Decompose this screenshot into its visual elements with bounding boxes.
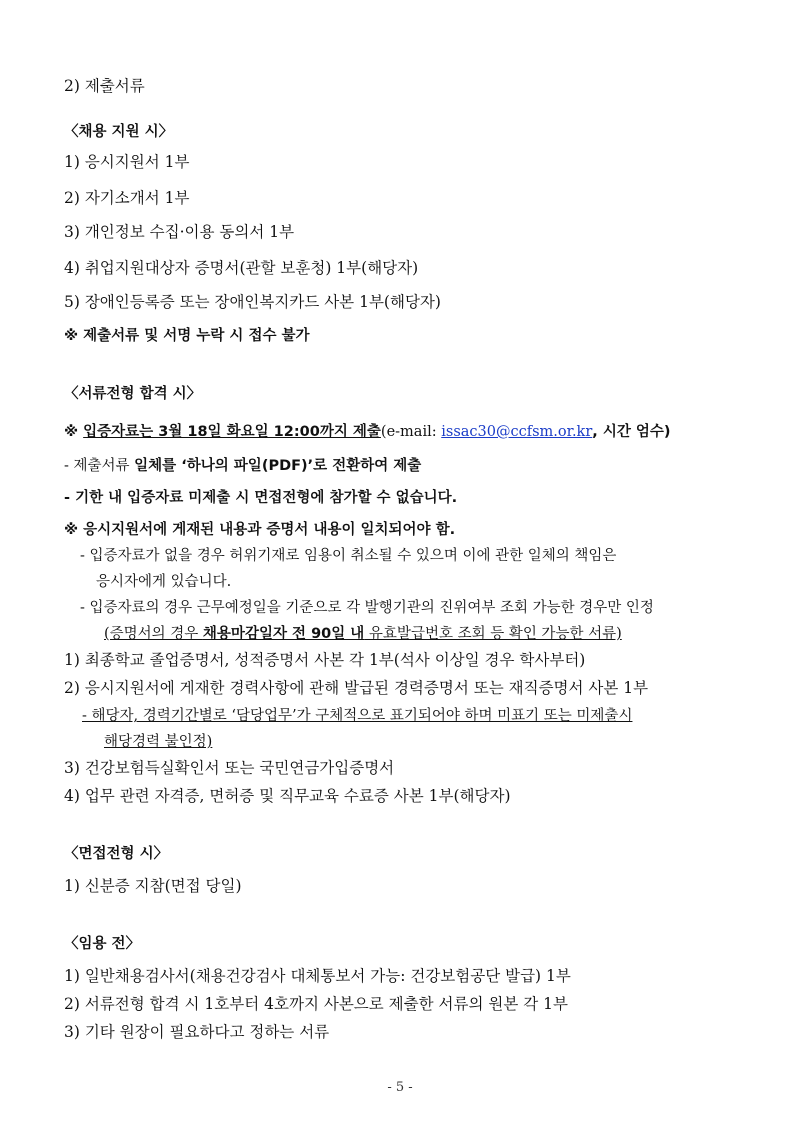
interview-heading: 〈면접전형 시〉 [64, 846, 169, 862]
apply-note: ※ 제출서류 및 서명 누락 시 접수 불가 [64, 328, 310, 344]
before-item-2: 2) 서류전형 합격 시 1호부터 4호까지 사본으로 제출한 서류의 원본 각 1부 [64, 995, 568, 1013]
pdf-bold: 일체를 ‘하나의 파일(PDF)’로 전환하여 제출 [134, 458, 422, 474]
apply-item-2: 2) 자기소개서 1부 [64, 189, 190, 207]
docpass-heading: 〈서류전형 합격 시〉 [64, 386, 202, 402]
bullet1-line2: 응시자에게 있습니다. [96, 574, 232, 590]
apply-item-1: 1) 응시지원서 1부 [64, 153, 190, 171]
page-number: - 5 - [387, 1080, 413, 1095]
bullet1-line1: - 입증자료가 없을 경우 허위기재로 임용이 취소될 수 있으며 이에 관한 일체의 책임은 [80, 548, 617, 564]
bullet2-line1: - 입증자료의 경우 근무예정일을 기준으로 각 발행기관의 진위여부 조회 가능한 경우만 인정 [80, 600, 654, 616]
pdf-instruction [64, 456, 421, 476]
deadline-warning: - 기한 내 입증자료 미제출 시 면접전형에 참가할 수 없습니다. [64, 490, 458, 506]
section-heading: 2) 제출서류 [64, 77, 145, 95]
bullet2-post: 유효발급번호 조회 등 확인 가능한 서류) [364, 626, 622, 642]
email-open: (e-mail: [380, 424, 442, 440]
before-item-3: 3) 기타 원장이 필요하다고 정하는 서류 [64, 1023, 330, 1041]
apply-item-5: 5) 장애인등록증 또는 장애인복지카드 사본 1부(해당자) [64, 293, 441, 311]
docpass-item-1: 1) 최종학교 졸업증명서, 성적증명서 사본 각 1부(석사 이상일 경우 학사부터) [64, 651, 586, 669]
apply-item-3: 3) 개인정보 수집·이용 동의서 1부 [64, 223, 295, 241]
bullet2-line2 [104, 624, 622, 644]
item2-sub-line2: 해당경력 불인정) [104, 734, 213, 750]
bullet2-bold: 채용마감일자 전 90일 내 [202, 626, 365, 642]
docpass-item-3: 3) 건강보험득실확인서 또는 국민연금가입증명서 [64, 759, 395, 777]
match-note: ※ 응시지원서에 게재된 내용과 증명서 내용이 일치되어야 함. [64, 522, 456, 538]
deadline-text: 입증자료는 3월 18일 화요일 12:00까지 제출 [83, 424, 381, 440]
deadline-prefix: ※ [64, 424, 84, 440]
item2-sub-line1: - 해당자, 경력기간별로 ‘담당업무’가 구체적으로 표기되어야 하며 미표기 또는 미제출시 [82, 708, 633, 724]
docpass-item-2: 2) 응시지원서에 게재한 경력사항에 관해 발급된 경력증명서 또는 재직증명서 사본 1부 [64, 679, 649, 697]
pdf-prefix: - 제출서류 [64, 458, 135, 474]
interview-item-1: 1) 신분증 지참(면접 당일) [64, 877, 242, 895]
bullet2-pre: (증명서의 경우 [104, 626, 203, 642]
before-item-1: 1) 일반채용검사서(채용건강검사 대체통보서 가능: 건강보험공단 발급) 1부 [64, 967, 571, 985]
deadline-line [64, 422, 671, 442]
apply-heading: 〈채용 지원 시〉 [64, 124, 174, 140]
apply-item-4: 4) 취업지원대상자 증명서(관할 보훈청) 1부(해당자) [64, 259, 419, 277]
email-link[interactable]: issac30@ccfsm.or.kr [441, 424, 593, 440]
deadline-close: , 시간 엄수) [592, 424, 671, 440]
docpass-item-4: 4) 업무 관련 자격증, 면허증 및 직무교육 수료증 사본 1부(해당자) [64, 787, 511, 805]
before-heading: 〈임용 전〉 [64, 936, 141, 952]
